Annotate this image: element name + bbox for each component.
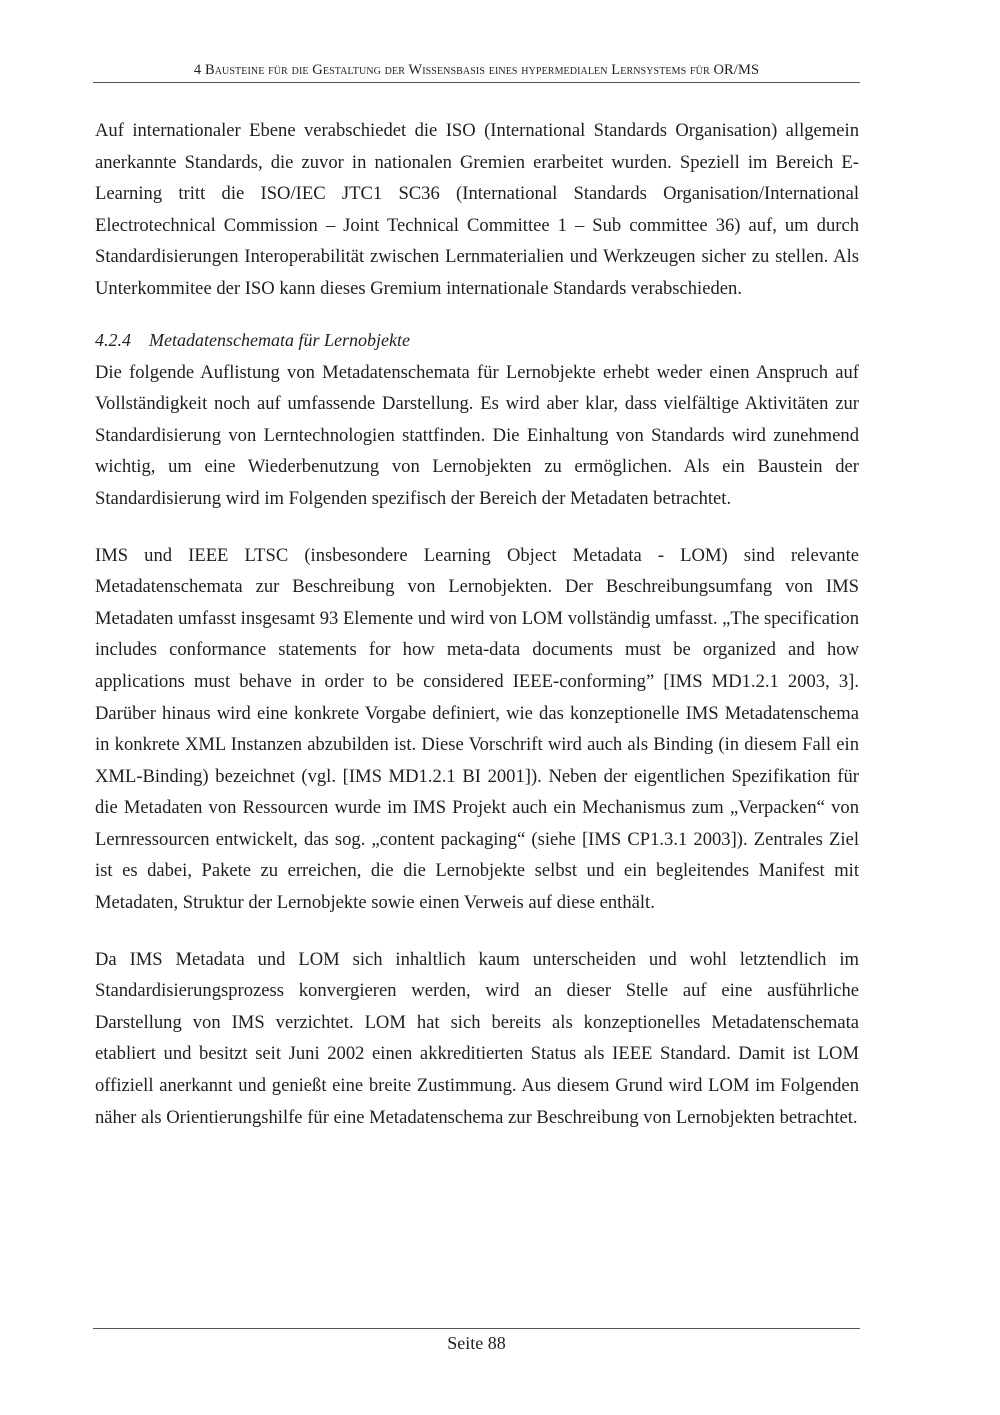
paragraph-3: Da IMS Metadata und LOM sich inhaltlich kaum unterscheiden und wohl letztendlich im Standardisierungsprozess konvergieren werden, wird an dieser Stelle auf eine ausführliche Darstellung von IMS verzichtet. LOM hat sich bereits als konzeptionelles Metadatenschemata etabliert und besitzt seit Juni 2002 einen akkreditierten Status als IEEE Standard. Damit ist LOM offiziell anerkannt und genießt eine breite Zustimmung. Aus diesem Grund wird LOM im Folgenden näher als Orientierungshilfe für eine Metadatenschema zur Beschreibung von Lernobjekten betrachtet. bbox=[95, 948, 859, 1128]
running-header: 4 Bausteine für die Gestaltung der Wissensbasis eines hypermedialen Lernsystems für OR/MS bbox=[193, 62, 760, 78]
footer-rule bbox=[93, 1328, 860, 1329]
paragraph-intro: Auf internationaler Ebene verabschiedet die ISO (International Standards Organisation) allgemein anerkannte Standards, die zuvor in nationalen Gremien erarbeitet wurden. Speziell im Bereich E-Learning tritt die ISO/IEC JTC1 SC36 (International Standards Organisation/International Electrotechnical Commission – Joint Technical Committee 1 – Sub committee 36) auf, um durch Standardisierungen Interoperabilität zwischen Lernmaterialien und Werkzeugen sicher zu stellen. Als Unterkommitee der ISO kann dieses Gremium internationale Standards verabschieden. bbox=[95, 120, 859, 299]
paragraph-2: IMS und IEEE LTSC (insbesondere Learning Object Metadata - LOM) sind relevante Metadatenschemata zur Beschreibung von Lernobjekten. Der Beschreibungsumfang von IMS Metadaten umfasst insgesamt 93 Elemente und wird von LOM vollständig umfasst. „The specification includes conformance statements for how meta-data documents must be organized and how applications must behave in order to be considered IEEE-conforming” [IMS MD1.2.1 2003, 3]. Darüber hinaus wird eine konkrete Vorgabe definiert, wie das konzeptionelle IMS Metadatenschema in konkrete XML Instanzen abzubilden ist. Diese Vorschrift wird auch als Binding (in diesem Fall ein XML-Binding) bezeichnet (vgl. [IMS MD1.2.1 BI 2001]). Neben der eigentlichen Spezifikation für die Metadaten von Ressourcen wurde im IMS Projekt auch ein Mechanismus zum „Verpacken“ von Lernressourcen entwickelt, das sog. „content packaging“ (siehe [IMS CP1.3.1 2003]). Zentrales Ziel ist es dabei, Pakete zu erreichen, die die Lernobjekte selbst und ein begleitendes Manifest mit Metadaten, Struktur der Lernobjekte sowie einen Verweis auf diese enthält. bbox=[95, 544, 859, 914]
paragraph-1: Die folgende Auflistung von Metadatenschemata für Lernobjekte erhebt weder einen Anspruch auf Vollständigkeit noch auf umfassende Darstellung. Es wird aber klar, dass vielfältige Aktivitäten zur Standardisierung von Lerntechnologien stattfinden. Die Einhaltung von Standards wird zunehmend wichtig, um eine Wiederbenutzung von Lernobjekten zu ermöglichen. Als ein Baustein der Standardisierung wird im Folgenden spezifisch der Bereich der Metadaten betrachtet. bbox=[95, 361, 859, 509]
body-text bbox=[95, 115, 859, 1133]
section-number: 4.2.4 bbox=[95, 329, 131, 350]
header-rule bbox=[93, 82, 860, 83]
section-title: Metadatenschemata für Lernobjekte bbox=[149, 329, 410, 350]
page-number: Seite 88 bbox=[447, 1333, 506, 1353]
section-heading bbox=[95, 325, 859, 357]
